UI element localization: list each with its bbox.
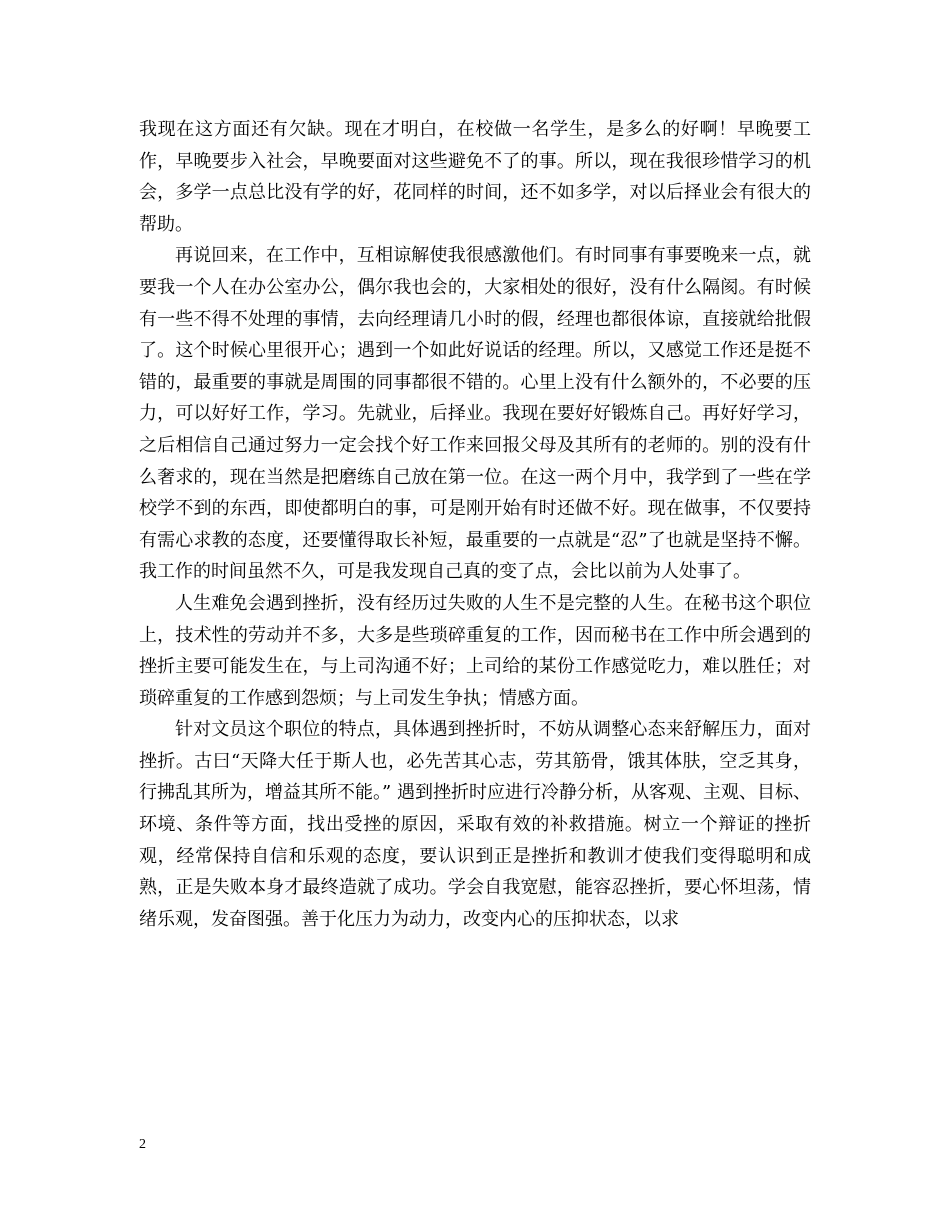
document-body: [139, 114, 811, 935]
page-number: 2: [139, 1137, 146, 1152]
paragraph-colleagues: 再说回来，在工作中，互相谅解使我很感激他们。有时同事有事要晚来一点，就要我一个人在办公室办公，偶尔我也会的，大家相处的很好，没有什么隔阂。有时候有一些不得不处理的事情，去向经理请几小时的假，经理也都很体谅，直接就给批假了。这个时候心里很开心；遇到一个如此好说话的经理。所以，又感觉工作还是挺不错的，最重要的事就是周围的同事都很不错的。心里上没有什么额外的，不必要的压力，可以好好工作，学习。先就业，后择业。我现在要好好锻炼自己。再好好学习，之后相信自己通过努力一定会找个好工作来回报父母及其所有的老师的。别的没有什么奢求的，现在当然是把磨练自己放在第一位。在这一两个月中，我学到了一些在学校学不到的东西，即使都明白的事，可是刚开始有时还做不好。现在做事，不仅要持有需心求教的态度，还要懂得取长补短，最重要的一点就是“忍”了也就是坚持不懈。我工作的时间虽然不久，可是我发现自己真的变了点，会比以前为人处事了。: [139, 245, 811, 583]
paragraph-coping: 针对文员这个职位的特点，具体遇到挫折时，不妨从调整心态来舒解压力，面对挫折。古曰“天降大任于斯人也，必先苦其心志，劳其筋骨，饿其体肤，空乏其身，行拂乱其所为，增益其所不能。” 遇到挫折时应进行冷静分析，从客观、主观、目标、环境、条件等方面，找出受挫的原因，采取有效的补救措施。树立一个辩证的挫折观，经常保持自信和乐观的态度，要认识到正是挫折和教训才使我们变得聪明和成熟，正是失败本身才最终造就了成功。学会自我宽慰，能容忍挫折，要心怀坦荡，情绪乐观，发奋图强。善于化压力为动力，改变内心的压抑状态，以求: [139, 719, 811, 930]
paragraph-continuation: 我现在这方面还有欠缺。现在才明白，在校做一名学生，是多么的好啊！早晚要工作，早晚要步入社会，早晚要面对这些避免不了的事。所以，现在我很珍惜学习的机会，多学一点总比没有学的好，花同样的时间，还不如多学，对以后择业会有很大的帮助。: [139, 119, 811, 235]
paragraph-setbacks: 人生难免会遇到挫折，没有经历过失败的人生不是完整的人生。在秘书这个职位上，技术性的劳动并不多，大多是些琐碎重复的工作，因而秘书在工作中所会遇到的挫折主要可能发生在，与上司沟通不好；上司给的某份工作感觉吃力，难以胜任；对琐碎重复的工作感到怨烦；与上司发生争执；情感方面。: [139, 592, 811, 709]
